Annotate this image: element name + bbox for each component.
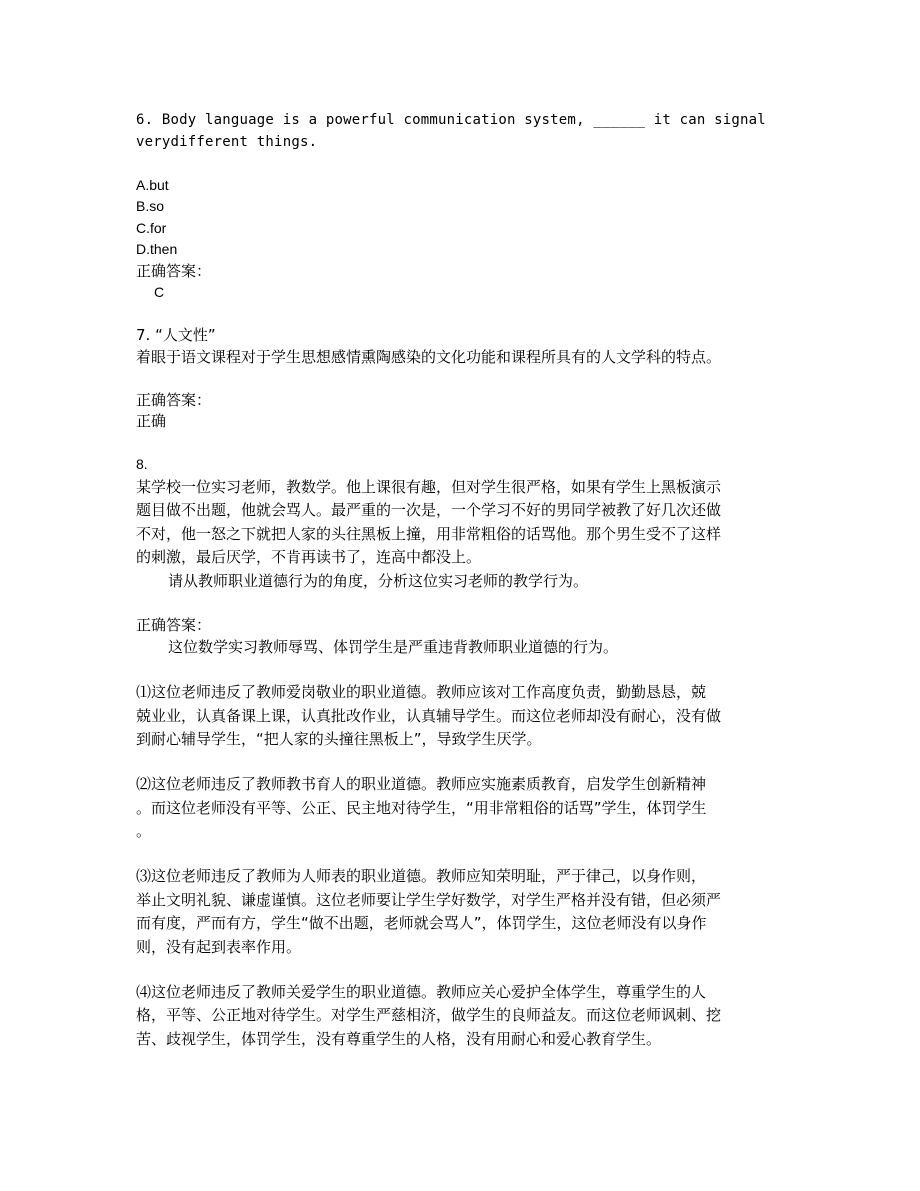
document-page <box>136 110 786 1051</box>
point-2-line-3: 。 <box>136 822 152 840</box>
answer-label: 正确答案： <box>136 615 212 634</box>
question-7-text: 着眼于语文课程对于学生思想感情熏陶感染的文化功能和课程所具有的人文学科的特点。 <box>136 347 722 366</box>
option-d: D.then <box>136 241 178 257</box>
option-a: A.but <box>136 176 169 193</box>
point-3-line-4: 则，没有起到表率作用。 <box>136 937 302 956</box>
answer-point-2 <box>136 773 786 844</box>
question-7 <box>136 325 786 433</box>
question-8-line-3: 不对，他一怒之下就把人家的头往黑板上撞，用非常粗俗的话骂他。那个男生受不了这样 <box>136 524 722 543</box>
answer-label: 正确答案： <box>136 390 212 409</box>
point-1-line-3: 到耐心辅导学生，“把人家的头撞往黑板上”，导致学生厌学。 <box>136 730 542 748</box>
answer-value: C <box>154 284 165 300</box>
question-6-line-2: verydifferent things. <box>136 133 318 150</box>
point-2-line-1: ⑵这位老师违反了教师教书育人的职业道德。教师应实施素质教育，启发学生创新精神 <box>136 775 707 793</box>
question-6-line-1: 6. Body language is a powerful communication system, ______ it can signal <box>136 112 766 128</box>
answer-label: 正确答案： <box>136 261 212 280</box>
point-4-line-1: ⑷这位老师违反了教师关爱学生的职业道德。教师应关心爱护全体学生，尊重学生的人 <box>136 982 707 1001</box>
point-1-line-1: ⑴这位老师违反了教师爱岗敬业的职业道德。教师应该对工作高度负责，勤勤恳恳，兢 <box>136 683 707 701</box>
point-4-line-2: 格，平等、公正地对待学生。对学生严慈相济，做学生的良师益友。而这位老师讽刺、挖 <box>136 1006 722 1024</box>
question-6 <box>136 110 786 304</box>
answer-point-4 <box>136 981 786 1052</box>
answer-point-1 <box>136 681 786 752</box>
option-b: B.so <box>136 198 165 214</box>
point-4-line-3: 苦、歧视学生，体罚学生，没有尊重学生的人格，没有用耐心和爱心教育学生。 <box>136 1029 662 1048</box>
question-8 <box>136 454 786 1051</box>
point-3-line-3: 而有度，严而有方，学生“做不出题，老师就会骂人”，体罚学生，这位老师没有以身作 <box>136 914 707 932</box>
question-7-title: 7. “人文性” <box>136 326 216 344</box>
point-2-line-2: 。而这位老师没有平等、公正、民主地对待学生，“用非常粗俗的话骂”学生，体罚学生 <box>136 798 707 817</box>
question-8-line-4: 的刺激，最后厌学，不肯再读书了，连高中都没上。 <box>136 548 482 566</box>
question-8-prompt: 请从教师职业道德行为的角度，分析这位实习老师的教学行为。 <box>168 571 589 590</box>
point-3-line-2: 举止文明礼貌、谦虚谨慎。这位老师要让学生学好数学，对学生严格并没有错，但必须严 <box>136 890 722 909</box>
question-8-line-1: 某学校一位实习老师，教数学。他上课很有趣，但对学生很严格，如果有学生上黑板演示 <box>136 477 722 496</box>
answer-point-3 <box>136 865 786 959</box>
answer-intro: 这位数学实习教师辱骂、体罚学生是严重违背教师职业道德的行为。 <box>168 638 619 656</box>
point-3-line-1: ⑶这位老师违反了教师为人师表的职业道德。教师应知荣明耻，严于律己，以身作则， <box>136 867 707 885</box>
option-c: C.for <box>136 219 167 236</box>
question-8-line-2: 题目做不出题，他就会骂人。最严重的一次是，一个学习不好的男同学被教了好几次还做 <box>136 501 722 519</box>
answer-value: 正确 <box>136 412 167 430</box>
point-1-line-2: 兢业业，认真备课上课，认真批改作业，认真辅导学生。而这位老师却没有耐心，没有做 <box>136 706 722 725</box>
question-8-number: 8. <box>136 456 148 472</box>
